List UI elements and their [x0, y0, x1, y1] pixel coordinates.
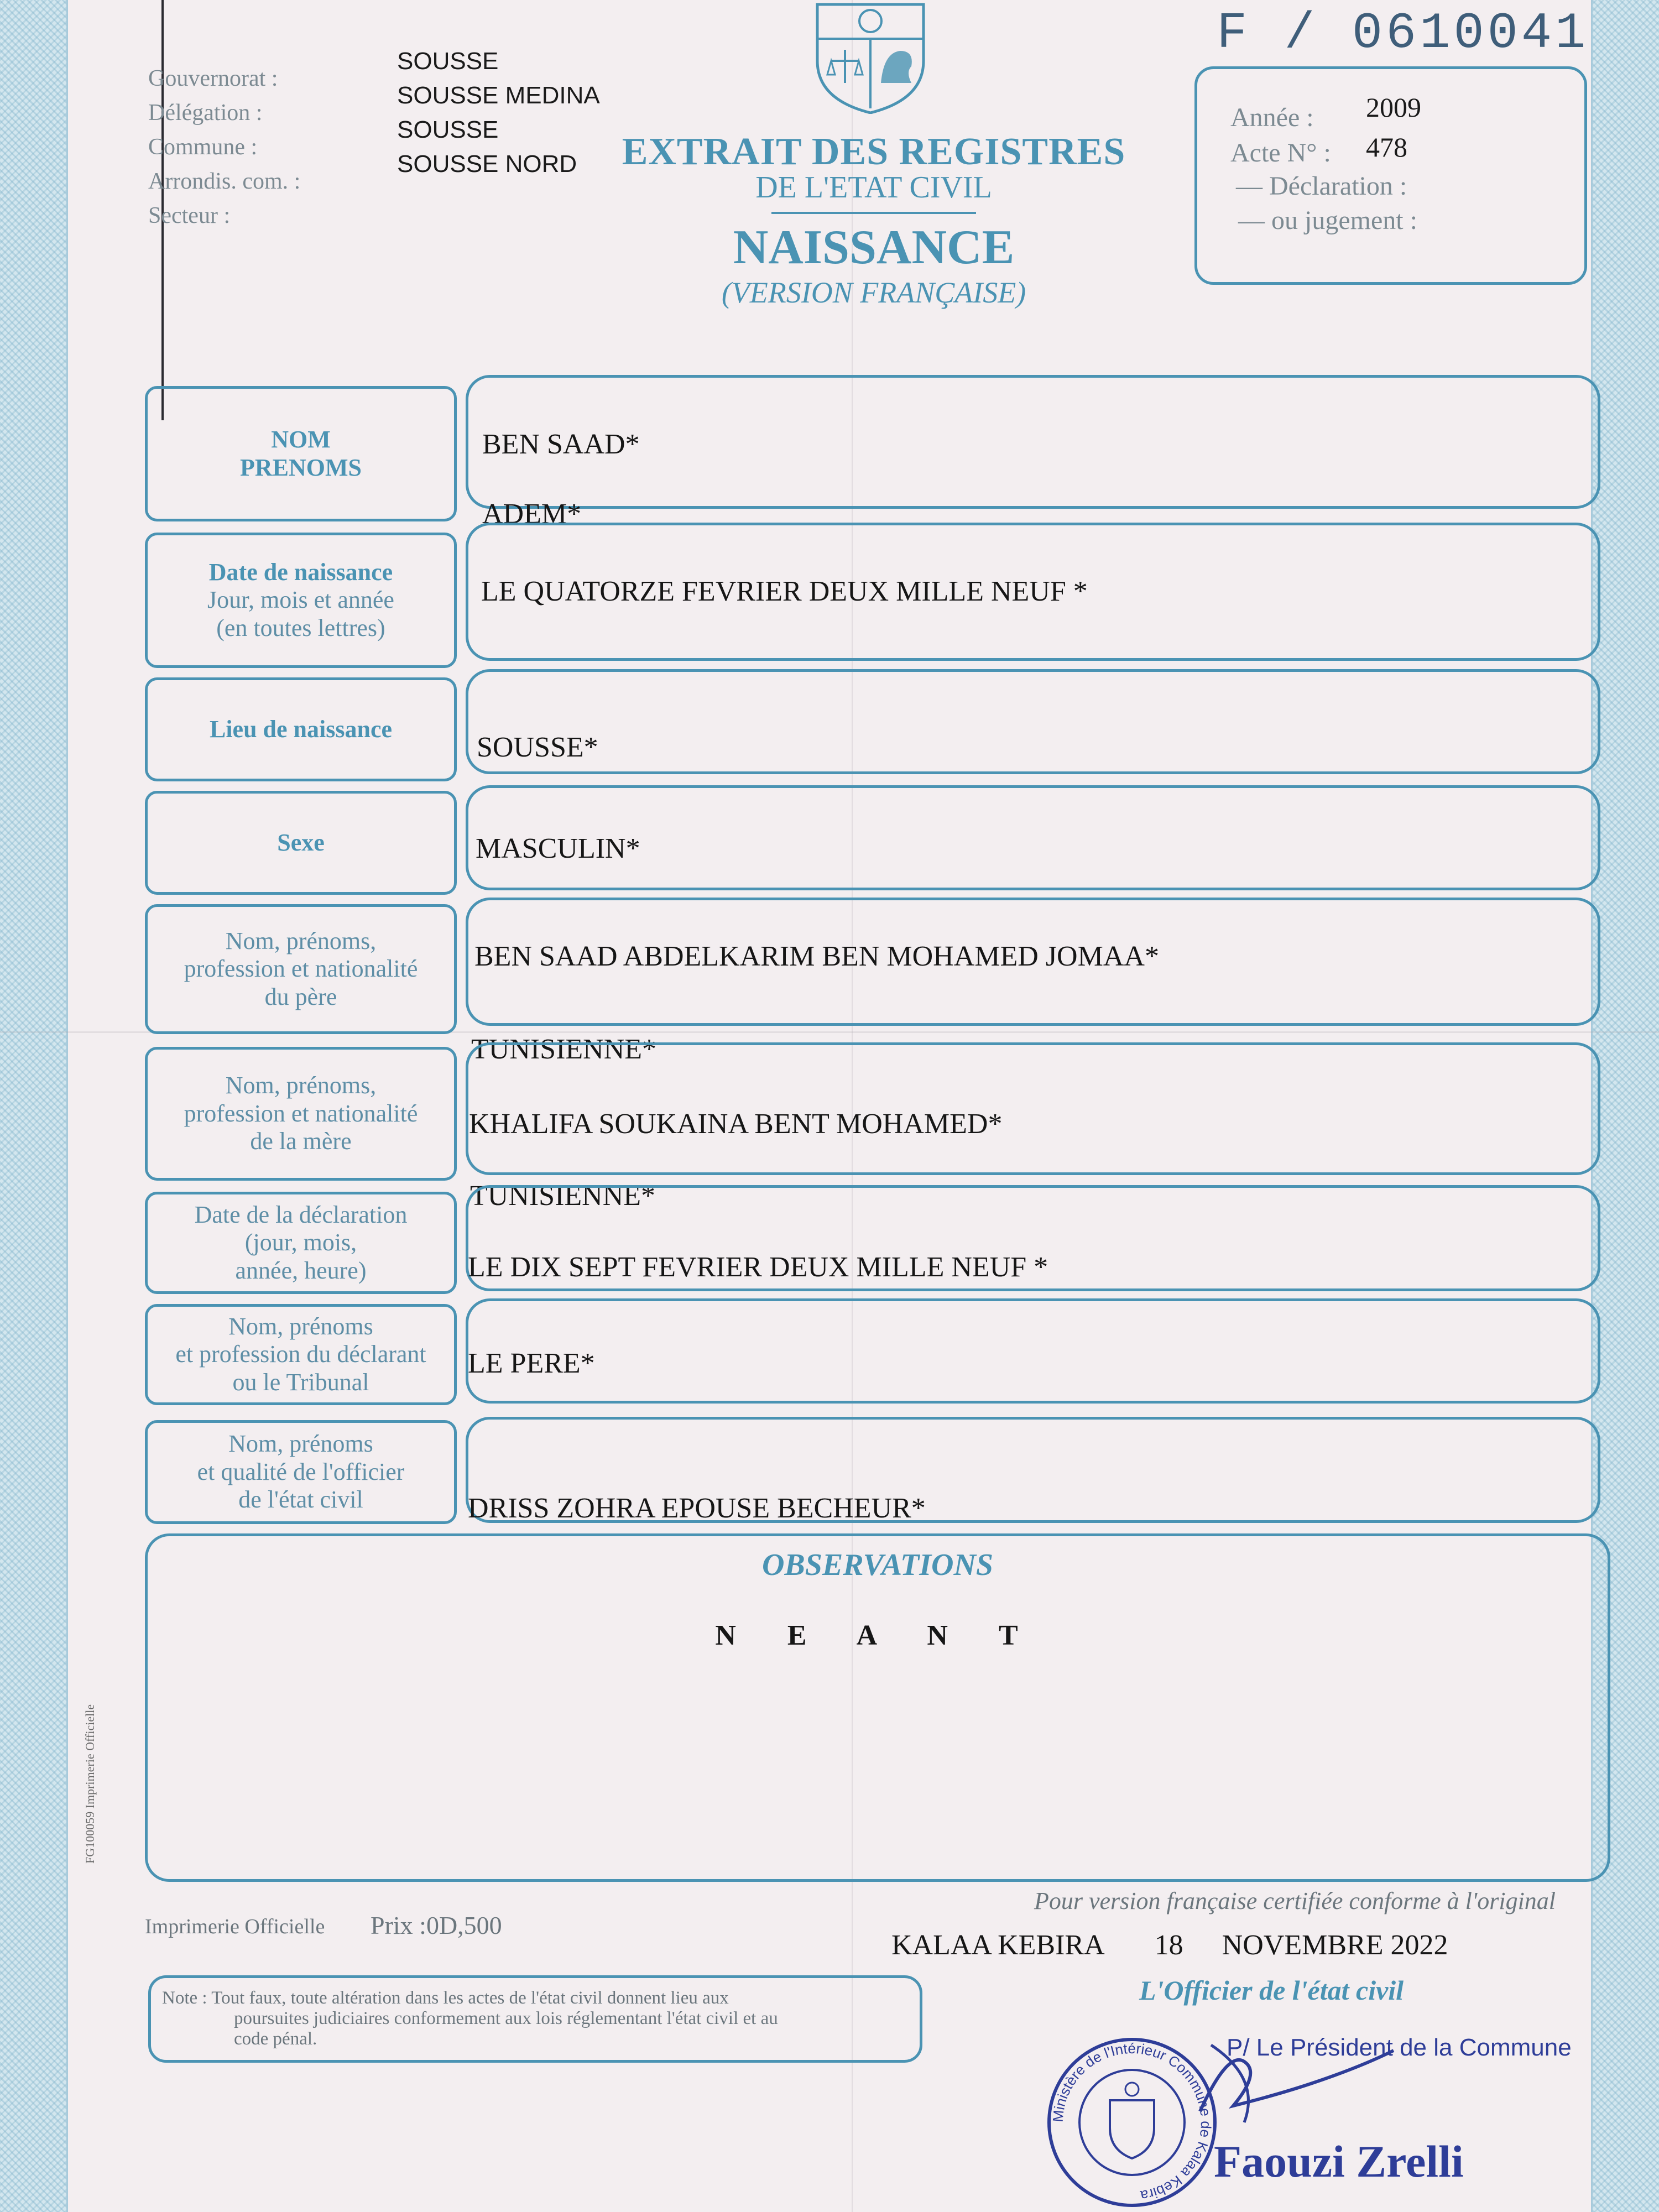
lieu-label: Lieu de naissance — [209, 715, 393, 743]
left-guilloche-border — [0, 0, 68, 2212]
right-guilloche-border — [1591, 0, 1659, 2212]
prenom-value: ADEM* — [482, 498, 582, 530]
place-value: KALAA KEBIRA — [891, 1929, 1105, 1961]
legal-note-line-2: poursuites judiciaires conformement aux lois réglementant l'état civil et au — [234, 2008, 778, 2028]
declaration-label: — Déclaration : — [1236, 171, 1407, 201]
declaration-label-1: Date de la déclaration — [194, 1201, 408, 1228]
document-title — [597, 130, 1150, 310]
pere-label-2: profession et nationalité — [184, 955, 418, 983]
president-label: P/ Le Président de la Commune — [1227, 2034, 1572, 2061]
mere-nationality-value: TUNISIENNE* — [470, 1180, 656, 1212]
declaration-label-2: (jour, mois, — [244, 1229, 357, 1256]
arrondissement-label: Arrondis. com. : — [148, 169, 301, 194]
nom-label-box — [145, 386, 457, 521]
declaration-label-3: année, heure) — [235, 1256, 367, 1284]
month-year-value: NOVEMBRE 2022 — [1222, 1929, 1448, 1961]
title-line-2: DE L'ETAT CIVIL — [755, 170, 992, 205]
officier-label-box — [145, 1420, 457, 1524]
arrondissement-value: SOUSSE NORD — [397, 150, 577, 178]
date-naissance-sublabel: Jour, mois et année — [207, 586, 394, 614]
title-divider — [771, 212, 976, 214]
title-line-1: EXTRAIT DES REGISTRES — [622, 131, 1126, 173]
commune-label: Commune : — [148, 134, 258, 160]
sexe-label-box — [145, 791, 457, 895]
imprimerie-label: Imprimerie Officielle — [145, 1915, 325, 1938]
signer-name: Faouzi Zrelli — [1214, 2136, 1464, 2187]
nom-value: BEN SAAD* — [482, 429, 640, 460]
date-naissance-sublabel-2: (en toutes lettres) — [216, 614, 385, 641]
coat-of-arms-icon — [806, 0, 935, 114]
sexe-value: MASCULIN* — [476, 833, 640, 864]
pere-nationality-value: TUNISIENNE* — [471, 1034, 657, 1065]
officier-value: DRISS ZOHRA EPOUSE BECHEUR* — [468, 1493, 926, 1524]
pere-label-box — [145, 904, 457, 1034]
declarant-value-box — [466, 1298, 1600, 1404]
officer-title: L'Officier de l'état civil — [1139, 1975, 1404, 2006]
lieu-label-box — [145, 677, 457, 781]
gouvernorat-label: Gouvernorat : — [148, 66, 278, 91]
pere-name-value: BEN SAAD ABDELKARIM BEN MOHAMED JOMAA* — [474, 941, 1159, 972]
observations-value: N E A N T — [715, 1620, 1040, 1651]
declarant-label-3: ou le Tribunal — [232, 1368, 369, 1396]
acte-number-value: 478 — [1366, 132, 1407, 163]
prenoms-label: PRENOMS — [240, 453, 362, 481]
declaration-label-box — [145, 1192, 457, 1294]
date-naissance-label: Date de naissance — [208, 558, 393, 586]
place-date — [891, 1929, 1448, 1961]
mere-label-3: de la mère — [250, 1128, 352, 1155]
observations-box — [145, 1533, 1610, 1882]
observations-title: OBSERVATIONS — [761, 1548, 994, 1582]
declarant-label-box — [145, 1304, 457, 1405]
declarant-label-1: Nom, prénoms — [228, 1312, 373, 1340]
legal-note-line-3: code pénal. — [234, 2028, 317, 2049]
pere-label-1: Nom, prénoms, — [225, 927, 377, 954]
version-label: (VERSION FRANÇAISE) — [721, 276, 1026, 309]
officier-label-2: et qualité de l'officier — [197, 1458, 405, 1485]
side-print-reference: FG100059 Imprimerie Officielle — [83, 1704, 97, 1864]
lieu-value-box — [466, 669, 1600, 774]
declaration-value: LE DIX SEPT FEVRIER DEUX MILLE NEUF * — [468, 1251, 1048, 1283]
officier-label-3: de l'état civil — [238, 1486, 363, 1514]
lieu-value: SOUSSE* — [477, 732, 598, 763]
sexe-label: Sexe — [277, 828, 325, 856]
acte-number-label: Acte N° : — [1230, 138, 1331, 168]
mere-label-1: Nom, prénoms, — [225, 1072, 377, 1099]
commune-value: SOUSSE — [397, 116, 499, 143]
prix-label: Prix :0D,500 — [371, 1911, 502, 1939]
legal-note-line-1: Note : Tout faux, toute altération dans les actes de l'état civil donnent lieu aux — [162, 1988, 729, 2008]
certification-text: Pour version française certifiée conforme à l'original — [1034, 1887, 1556, 1914]
delegation-label: Délégation : — [148, 100, 263, 126]
date-naissance-value: LE QUATORZE FEVRIER DEUX MILLE NEUF * — [481, 576, 1088, 607]
mere-label-2: profession et nationalité — [184, 1099, 418, 1127]
legal-note-box — [148, 1975, 922, 2063]
day-value: 18 — [1154, 1929, 1183, 1961]
act-type: NAISSANCE — [733, 221, 1015, 274]
legal-note — [162, 1988, 905, 2049]
serial-number: F / 0610041 — [1217, 4, 1589, 62]
gouvernorat-value: SOUSSE — [397, 48, 499, 75]
mere-label-box — [145, 1047, 457, 1181]
delegation-value: SOUSSE MEDINA — [397, 82, 600, 109]
date-naissance-label-box — [145, 533, 457, 668]
declarant-label-2: et profession du déclarant — [175, 1340, 426, 1368]
annee-value: 2009 — [1366, 92, 1421, 123]
mere-name-value: KHALIFA SOUKAINA BENT MOHAMED* — [469, 1108, 1003, 1140]
acte-box — [1194, 66, 1587, 285]
stamp-text: Ministère de l'Intérieur Commune de Kalaa Kebira — [1049, 2039, 1215, 2205]
nom-label: NOM — [271, 425, 331, 453]
secteur-label: Secteur : — [148, 203, 231, 228]
jugement-label: — ou jugement : — [1238, 206, 1417, 235]
annee-label: Année : — [1230, 103, 1314, 132]
officier-label-1: Nom, prénoms — [228, 1430, 373, 1458]
pere-label-3: du père — [264, 983, 337, 1010]
declarant-value: LE PERE* — [468, 1348, 595, 1379]
